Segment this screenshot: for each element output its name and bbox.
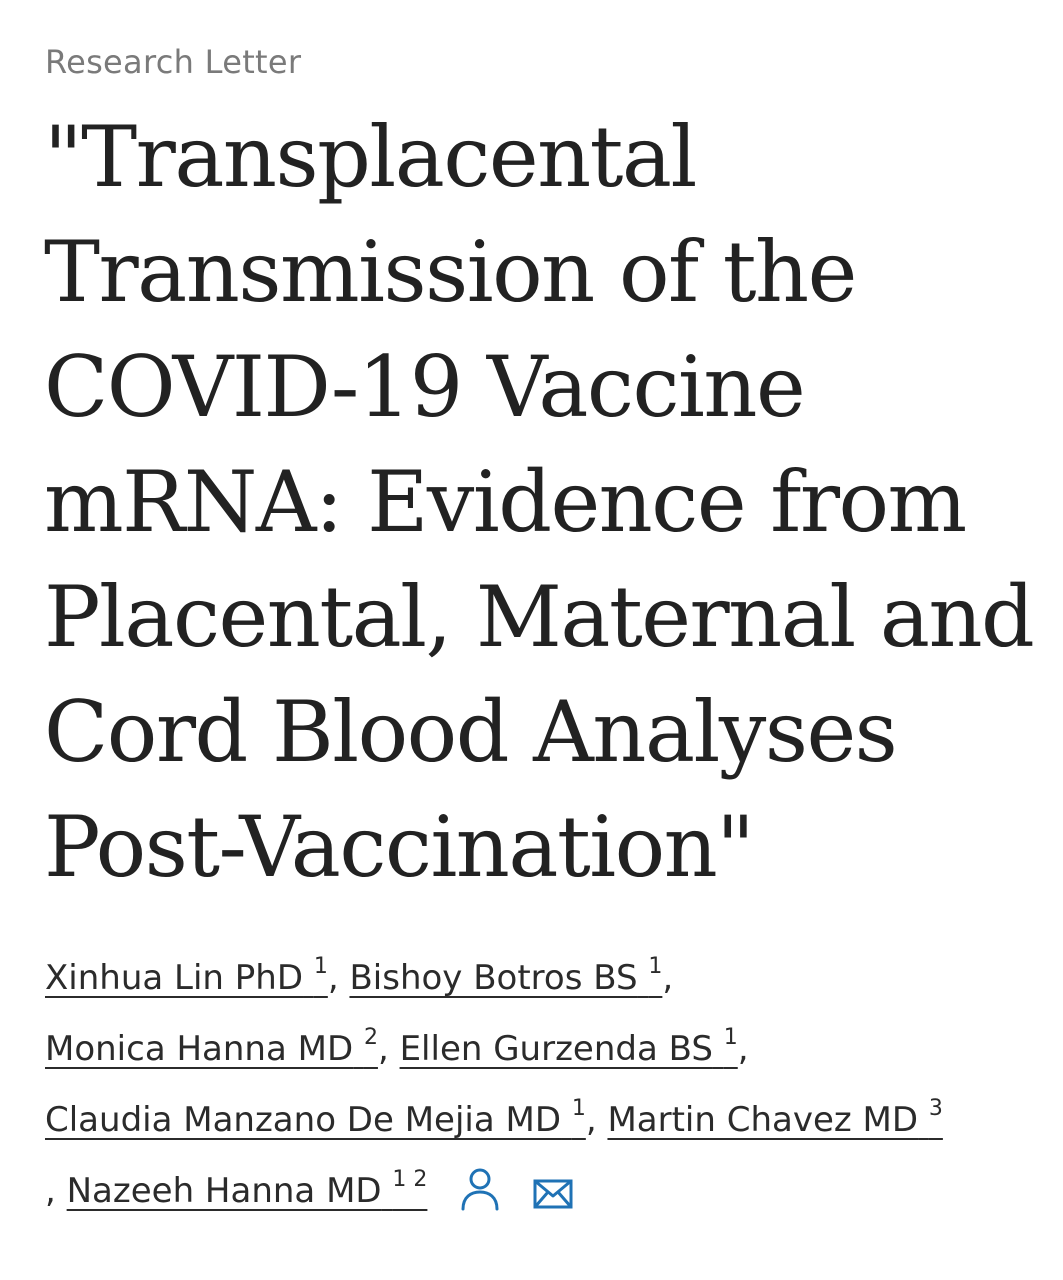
author-separator: , [45,1171,56,1211]
mail-icon[interactable] [533,1173,573,1205]
author-line-1 [45,952,1035,1023]
author-name: Ellen Gurzenda BS [399,1029,713,1069]
author-line-2 [45,1023,1035,1094]
affiliation-marker: 1 [648,954,663,979]
title-line: Cord Blood Analyses [44,683,897,781]
author-link[interactable] [66,1167,428,1211]
author-separator: , [585,1100,597,1140]
author-link[interactable] [45,1096,586,1140]
author-link[interactable] [45,954,328,998]
author-name: Nazeeh Hanna MD [66,1171,382,1211]
author-link[interactable] [45,1025,378,1069]
title-line: "Transplacental [44,108,696,206]
affiliation-marker: 1 [571,1096,586,1121]
affiliation-marker: 1 2 [392,1167,428,1192]
author-separator: , [662,958,674,998]
author-link[interactable] [399,1025,738,1069]
author-separator: , [327,958,339,998]
author-separator: , [737,1029,749,1069]
article-type-label: Research Letter [45,43,302,81]
affiliation-marker: 3 [928,1096,943,1121]
title-line: Placental, Maternal and [44,568,1034,666]
person-icon[interactable] [460,1167,500,1211]
author-name: Martin Chavez MD [607,1100,919,1140]
author-name: Xinhua Lin PhD [45,958,304,998]
author-line-4 [45,1165,1035,1236]
article-title [44,100,1044,905]
title-line: Transmission of the [44,223,856,321]
author-line-3 [45,1094,1035,1165]
affiliation-marker: 1 [313,954,328,979]
affiliation-marker: 1 [723,1025,738,1050]
affiliation-marker: 2 [363,1025,378,1050]
author-link[interactable] [607,1096,943,1140]
title-line: mRNA: Evidence from [44,453,966,551]
author-link[interactable] [349,954,663,998]
author-name: Monica Hanna MD [45,1029,354,1069]
title-line: COVID-19 Vaccine [44,338,805,436]
author-name: Claudia Manzano De Mejia MD [45,1100,562,1140]
title-line: Post-Vaccination" [44,798,754,896]
author-name: Bishoy Botros BS [349,958,638,998]
author-list [45,952,1035,1236]
author-separator: , [377,1029,389,1069]
